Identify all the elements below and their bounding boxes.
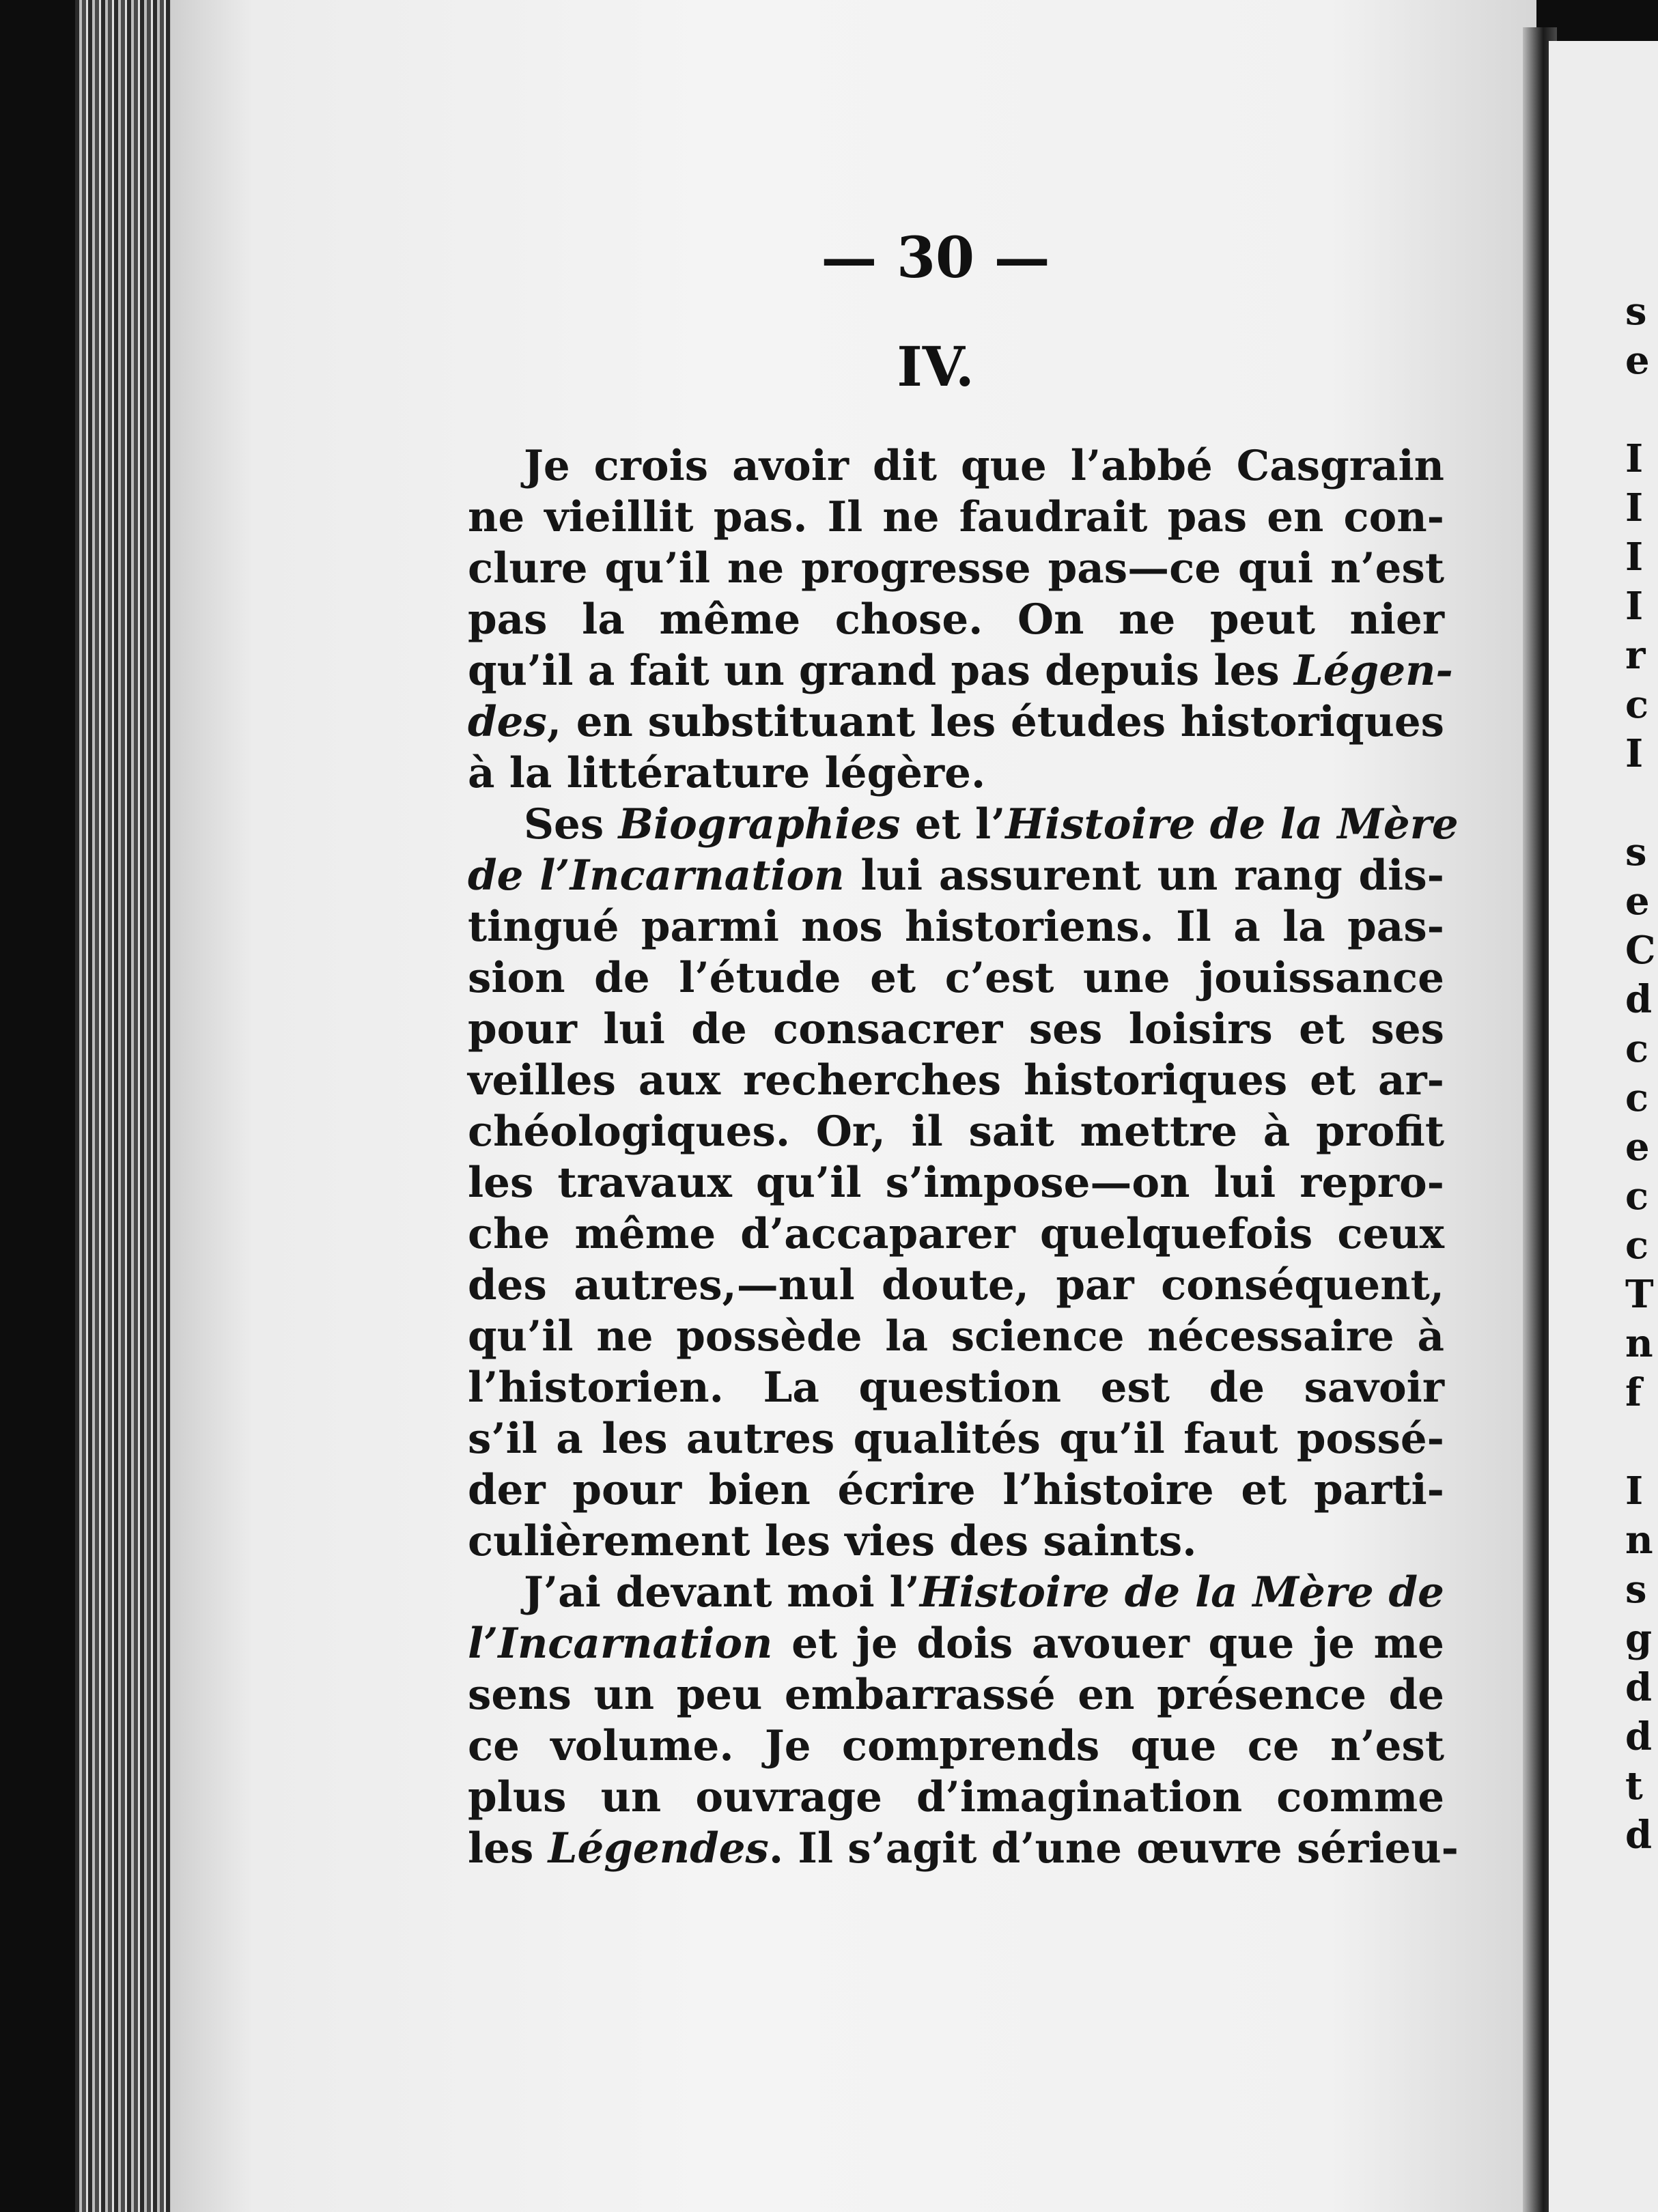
text-segment: lui assurent un rang dis- — [844, 851, 1445, 900]
facing-page-text — [1625, 287, 1658, 1860]
facing-page-fragment: I — [1625, 584, 1644, 629]
text-segment: et l’ — [900, 800, 1006, 849]
italic-title: Légendes — [548, 1824, 769, 1873]
facing-page-fragment: c — [1625, 1075, 1649, 1120]
italic-title: des — [468, 698, 547, 746]
text-line — [468, 1157, 1444, 1208]
facing-page-fragment: I — [1625, 535, 1644, 580]
facing-page-fragment: e — [1625, 1124, 1650, 1169]
facing-page-fragment: I — [1625, 485, 1644, 530]
facing-page-fragment — [1625, 778, 1658, 827]
italic-title: Histoire de la Mère de — [919, 1568, 1444, 1617]
facing-page-fragment: r — [1625, 633, 1646, 678]
text-segment: qu’il a fait un grand pas depuis les — [468, 647, 1294, 695]
facing-page-fragment: n — [1625, 1518, 1653, 1563]
text-segment: der pour bien écrire l’histoire et parti- — [468, 1466, 1444, 1514]
text-segment: , en substituant les études historiques — [546, 698, 1444, 746]
text-segment: et je dois avouer que je me — [772, 1619, 1444, 1668]
facing-page-fragment: I — [1625, 731, 1644, 776]
text-line — [468, 748, 1444, 799]
body-text — [468, 440, 1459, 1874]
facing-page-fragment: d — [1625, 977, 1653, 1022]
text-line — [468, 492, 1444, 543]
text-line — [468, 1055, 1444, 1106]
text-line — [468, 952, 1444, 1004]
facing-page-fragment: f — [1625, 1370, 1642, 1415]
text-line — [468, 1567, 1444, 1618]
facing-page-fragment — [1625, 1417, 1658, 1466]
facing-page-fragment: e — [1625, 879, 1650, 924]
facing-page-fragment — [1625, 385, 1658, 434]
facing-page-fragment: d — [1625, 1665, 1653, 1710]
text-line — [468, 1004, 1444, 1055]
text-segment: l’historien. La question est de savoir — [468, 1363, 1444, 1412]
text-segment: ce volume. Je comprends que ce n’est — [468, 1722, 1444, 1770]
text-segment: J’ai devant moi l’ — [524, 1568, 920, 1617]
text-line — [468, 901, 1444, 952]
facing-page-fragment: I — [1625, 1469, 1644, 1514]
text-line — [468, 1260, 1444, 1311]
text-segment: chéologiques. Or, il sait mettre à profit — [468, 1107, 1444, 1156]
text-segment: . Il s’agit d’une œuvre sérieu- — [768, 1824, 1459, 1873]
text-segment: des autres,—nul doute, par conséquent, — [468, 1261, 1444, 1309]
text-segment: les — [468, 1824, 548, 1873]
text-line — [468, 1772, 1444, 1823]
text-line — [468, 1106, 1444, 1157]
text-line — [468, 1413, 1444, 1464]
facing-page-fragment: e — [1625, 338, 1650, 383]
facing-page-fragment: g — [1625, 1616, 1653, 1661]
text-segment: culièrement les vies des saints. — [468, 1517, 1197, 1565]
text-segment: sens un peu embarrassé en présence de — [468, 1671, 1444, 1719]
facing-page-fragment: I — [1625, 436, 1644, 481]
italic-title: Légen- — [1293, 647, 1453, 695]
text-line — [468, 1669, 1444, 1720]
text-line — [468, 1208, 1444, 1260]
text-line — [468, 1464, 1444, 1516]
text-line — [468, 850, 1444, 901]
italic-title: de l’Incarnation — [468, 851, 845, 900]
text-line — [468, 594, 1444, 645]
text-segment: Ses — [524, 800, 619, 849]
facing-page-fragment: C — [1625, 928, 1656, 973]
text-segment: sion de l’étude et c’est une jouissance — [468, 954, 1444, 1002]
text-segment: s’il a les autres qualités qu’il faut possé- — [468, 1415, 1444, 1463]
facing-page-fragment: c — [1625, 1223, 1649, 1268]
text-segment: che même d’accaparer quelquefois ceux — [468, 1210, 1444, 1258]
text-line — [468, 1516, 1444, 1567]
italic-title: l’Incarnation — [468, 1619, 773, 1668]
text-line — [468, 1720, 1444, 1772]
facing-page-fragment: T — [1625, 1272, 1654, 1317]
text-segment: qu’il ne possède la science nécessaire à — [468, 1312, 1444, 1361]
facing-page-fragment: c — [1625, 682, 1649, 727]
text-line — [468, 440, 1444, 492]
facing-page-fragment: d — [1625, 1714, 1653, 1759]
text-segment: à la littérature légère. — [468, 749, 986, 797]
text-line — [468, 799, 1459, 850]
text-segment: clure qu’il ne progresse pas—ce qui n’est — [468, 544, 1444, 593]
text-segment: ne vieillit pas. Il ne faudrait pas en con- — [468, 493, 1444, 541]
italic-title: Histoire de la Mère — [1005, 800, 1459, 849]
text-line — [468, 1823, 1459, 1874]
text-segment: plus un ouvrage d’imagination comme — [468, 1773, 1444, 1821]
page-edges — [75, 0, 178, 2212]
text-line — [468, 1618, 1444, 1669]
facing-page-fragment: s — [1625, 830, 1647, 875]
facing-page-fragment: n — [1625, 1321, 1653, 1366]
text-line — [468, 1311, 1444, 1362]
text-segment: veilles aux recherches historiques et ar- — [468, 1056, 1444, 1105]
facing-page-fragment: d — [1625, 1813, 1653, 1858]
text-line — [468, 1362, 1444, 1413]
text-line — [468, 696, 1444, 748]
facing-page-fragment: c — [1625, 1026, 1649, 1071]
section-heading: IV. — [897, 335, 974, 399]
text-segment: tingué parmi nos historiens. Il a la pas- — [468, 903, 1444, 951]
text-line — [468, 645, 1453, 696]
facing-page-fragment: s — [1625, 1567, 1647, 1612]
italic-title: Biographies — [618, 800, 901, 849]
text-segment: Je crois avoir dit que l’abbé Casgrain — [524, 442, 1444, 490]
facing-page-fragment: t — [1625, 1763, 1643, 1809]
text-segment: les travaux qu’il s’impose—on lui repro- — [468, 1159, 1444, 1207]
page-number: — 30 — — [821, 225, 1050, 291]
text-segment: pour lui de consacrer ses loisirs et ses — [468, 1005, 1444, 1053]
facing-page-fragment: c — [1625, 1174, 1649, 1219]
text-line — [468, 543, 1444, 594]
facing-page-fragment: s — [1625, 289, 1647, 334]
text-segment: pas la même chose. On ne peut nier — [468, 595, 1444, 644]
